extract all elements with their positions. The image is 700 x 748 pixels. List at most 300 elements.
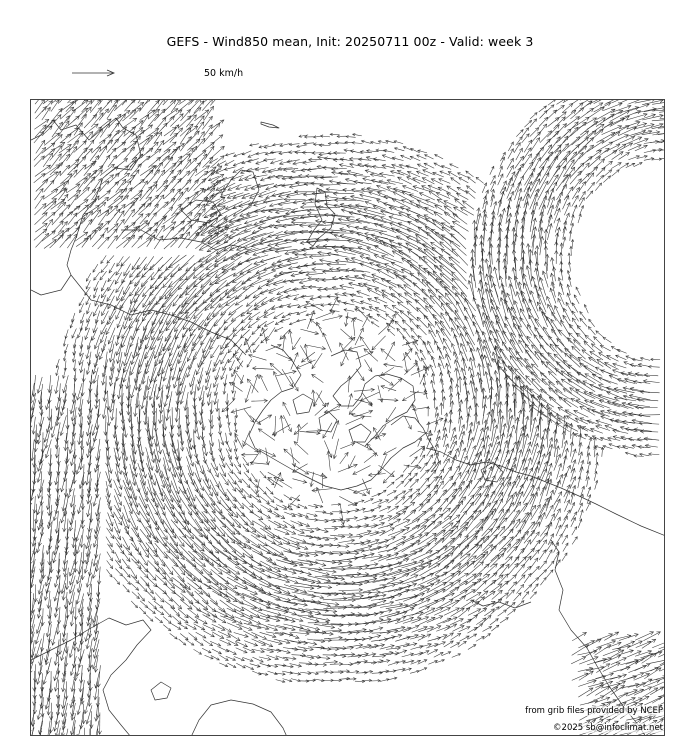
wind-vector — [360, 263, 378, 270]
wind-vector — [405, 416, 412, 429]
wind-vector-head — [435, 321, 439, 325]
wind-vector — [567, 373, 585, 385]
wind-vector-head — [440, 321, 444, 325]
wind-vector-head — [528, 148, 532, 152]
wind-vector — [276, 353, 292, 360]
wind-vector — [530, 113, 537, 119]
wind-vector — [131, 295, 139, 312]
wind-vector-head — [235, 350, 238, 354]
wind-vector — [204, 343, 212, 359]
wind-vector-head — [248, 324, 252, 327]
wind-vector-head — [563, 389, 567, 392]
wind-vector — [76, 178, 87, 193]
wind-vector — [264, 312, 275, 318]
wind-vector — [164, 127, 176, 136]
wind-vector — [94, 272, 100, 280]
wind-vector — [596, 142, 613, 151]
wind-vector-head — [555, 390, 559, 393]
wind-vector — [367, 289, 380, 296]
wind-vector — [44, 189, 58, 199]
wind-vector — [582, 350, 596, 361]
wind-vector — [296, 360, 315, 368]
wind-vector-head — [275, 322, 278, 325]
wind-vector — [113, 377, 117, 397]
wind-vector — [628, 104, 649, 111]
wind-vector — [178, 116, 191, 128]
wind-vector — [516, 137, 523, 146]
wind-vector-head — [220, 174, 224, 178]
wind-vector — [43, 153, 53, 167]
wind-vector — [539, 152, 553, 168]
wind-vector — [241, 168, 253, 173]
wind-vector-head — [558, 407, 562, 410]
wind-vector — [404, 285, 420, 295]
wind-vector-head — [412, 336, 415, 339]
wind-vector-head — [117, 263, 120, 267]
wind-vector — [408, 221, 428, 233]
wind-vector — [378, 320, 394, 334]
wind-vector-head — [121, 211, 125, 215]
wind-vector — [460, 377, 461, 393]
wind-vector — [72, 401, 75, 422]
wind-vector — [596, 175, 603, 183]
wind-vector — [586, 191, 593, 199]
wind-vector — [313, 144, 324, 145]
wind-vector — [452, 249, 468, 266]
wind-vector — [52, 188, 66, 199]
wind-vector — [370, 316, 379, 321]
wind-vector — [244, 409, 254, 422]
wind-vector — [410, 264, 427, 279]
wind-vector — [188, 188, 204, 199]
wind-vector-head — [599, 353, 603, 356]
wind-vector — [124, 209, 135, 224]
wind-vector — [476, 388, 477, 407]
wind-vector-head — [453, 221, 457, 224]
wind-vector-head — [289, 383, 292, 387]
coast-arctic-east — [331, 350, 375, 406]
wind-vector — [397, 328, 404, 336]
wind-vector — [187, 359, 194, 377]
wind-vector-head — [548, 408, 552, 411]
wind-vector — [246, 296, 259, 307]
wind-vector — [258, 280, 274, 289]
wind-vector — [199, 313, 211, 330]
wind-vector — [178, 221, 191, 232]
wind-vector-head — [585, 374, 589, 377]
wind-vector — [340, 329, 352, 340]
wind-vector — [163, 207, 173, 217]
wind-vector — [585, 400, 604, 407]
wind-vector — [231, 224, 253, 232]
wind-vector — [407, 172, 420, 177]
wind-vector — [224, 319, 236, 330]
wind-vector — [404, 353, 407, 372]
wind-vector — [195, 116, 204, 127]
wind-vector — [171, 208, 182, 223]
wind-vector — [514, 392, 515, 416]
wind-vector — [554, 158, 567, 175]
wind-vector — [76, 238, 88, 246]
wind-vector — [98, 146, 107, 160]
wind-vector — [188, 100, 202, 105]
wind-vector-head — [369, 368, 372, 372]
wind-vector — [266, 327, 275, 341]
wind-vector — [148, 368, 156, 390]
wind-vector — [245, 239, 267, 249]
wind-vector-head — [537, 397, 541, 400]
wind-vector — [205, 295, 220, 311]
wind-vector — [254, 217, 276, 225]
wind-vector — [234, 337, 242, 347]
wind-vector — [302, 352, 315, 362]
wind-vector — [398, 294, 412, 303]
wind-vector-head — [536, 138, 540, 142]
wind-vector — [310, 319, 322, 329]
wind-vector — [540, 111, 548, 119]
wind-vector — [35, 100, 45, 113]
wind-vector — [399, 250, 418, 263]
wind-vector — [293, 239, 316, 241]
wind-vector — [446, 303, 459, 320]
wind-vector — [171, 234, 184, 247]
wind-vector-head — [431, 229, 435, 232]
wind-vector — [459, 178, 469, 183]
wind-vector — [76, 148, 87, 161]
wind-vector — [226, 273, 244, 287]
wind-vector — [163, 295, 179, 313]
wind-vector-head — [557, 166, 560, 170]
wind-vector — [224, 209, 241, 219]
wind-vector — [372, 336, 386, 350]
wind-vector-head — [572, 318, 576, 322]
wind-vector-head — [570, 187, 574, 191]
wind-vector — [253, 175, 268, 178]
wind-vector — [491, 244, 492, 265]
wind-vector — [514, 143, 520, 153]
wind-vector — [50, 146, 63, 161]
wind-vector — [507, 183, 514, 198]
wind-vector — [101, 264, 108, 272]
wind-vector-head — [132, 266, 136, 270]
wind-vector-head — [160, 236, 164, 240]
wind-vector — [228, 184, 242, 190]
wind-vector — [351, 196, 372, 200]
wind-vector — [36, 140, 45, 153]
wind-vector-head — [597, 359, 601, 363]
wind-vector — [564, 187, 573, 200]
wind-vector — [130, 265, 140, 277]
wind-vector — [377, 314, 386, 320]
wind-vector — [497, 393, 498, 416]
wind-vector — [417, 308, 429, 320]
wind-vector — [115, 196, 129, 207]
wind-vector — [167, 367, 173, 389]
wind-vector — [530, 189, 539, 210]
wind-vector — [43, 149, 55, 160]
wind-vector — [156, 118, 166, 129]
wind-vector — [116, 148, 126, 158]
wind-vector — [349, 213, 372, 217]
wind-vector — [146, 327, 154, 349]
wind-vector — [275, 319, 284, 325]
wind-vector — [595, 122, 613, 135]
wind-vector — [476, 177, 484, 183]
wind-vector — [584, 392, 604, 401]
wind-vector — [557, 339, 571, 354]
wind-vector — [434, 163, 443, 168]
wind-vector-head — [517, 143, 520, 147]
wind-vector — [178, 154, 191, 167]
wind-vector — [50, 162, 63, 175]
wind-vector — [418, 336, 426, 346]
wind-vector — [444, 213, 459, 223]
wind-vector-head — [561, 320, 564, 324]
wind-vector — [589, 319, 595, 327]
wind-vector-head — [619, 152, 623, 156]
wind-vector-head — [106, 155, 110, 159]
wind-vector — [283, 415, 291, 432]
wind-vector — [268, 233, 292, 236]
wind-vector — [139, 197, 152, 209]
wind-vector — [340, 286, 354, 289]
wind-vector — [231, 248, 252, 259]
wind-vector — [323, 222, 347, 225]
wind-vector-head — [589, 100, 593, 101]
wind-vector — [595, 183, 601, 191]
wind-vector — [107, 105, 117, 119]
wind-vector — [548, 100, 556, 105]
wind-vector — [516, 148, 523, 160]
legend-arrow-icon — [70, 64, 120, 84]
wind-vector — [92, 234, 104, 247]
wind-vector — [210, 100, 219, 105]
wind-vector-head — [383, 243, 387, 246]
wind-vector — [441, 403, 442, 415]
wind-vector — [534, 335, 547, 353]
wind-vector-head — [561, 379, 565, 382]
wind-vector — [530, 153, 540, 170]
wind-vector — [388, 329, 395, 336]
wind-vector — [101, 255, 106, 263]
wind-vector — [522, 134, 530, 143]
wind-vector-head — [403, 397, 407, 400]
wind-vector — [123, 415, 126, 437]
wind-vector — [346, 312, 348, 326]
wind-vector — [306, 301, 323, 310]
wind-vector-head — [221, 206, 225, 210]
wind-vector-head — [571, 160, 574, 164]
wind-vector — [179, 281, 196, 298]
wind-vector — [356, 369, 364, 381]
wind-vector — [451, 226, 466, 240]
wind-vector-head — [221, 351, 224, 355]
wind-vector-head — [185, 348, 188, 352]
wind-vector — [233, 207, 251, 217]
wind-vector-head — [389, 382, 393, 385]
wind-vector — [460, 351, 467, 368]
wind-vector — [107, 255, 114, 263]
wind-vector — [100, 344, 107, 360]
wind-vector — [413, 407, 428, 409]
wind-vector-head — [208, 241, 212, 244]
wind-vector-head — [158, 337, 162, 341]
wind-vector — [278, 263, 298, 267]
wind-vector-head — [437, 200, 441, 203]
wind-vector — [164, 198, 175, 208]
wind-vector — [450, 241, 467, 256]
wind-vector — [596, 331, 604, 337]
wind-vector — [312, 374, 324, 382]
wind-vector — [386, 407, 396, 422]
wind-vector — [337, 183, 356, 184]
wind-vector — [261, 297, 274, 304]
wind-vector — [152, 416, 154, 440]
wind-vector — [594, 337, 602, 345]
wind-vector — [146, 142, 158, 153]
map-title: GEFS - Wind850 mean, Init: 20250711 00z - Valid: week 3 — [166, 34, 534, 49]
wind-vector-head — [133, 118, 137, 122]
wind-vector — [266, 345, 282, 351]
wind-vector — [440, 321, 450, 336]
wind-vector — [119, 377, 122, 398]
wind-vector-head — [95, 156, 99, 160]
wind-vector — [283, 402, 290, 416]
wind-vector — [233, 321, 243, 332]
wind-vector — [143, 361, 148, 384]
wind-vector — [75, 370, 76, 382]
wind-vector — [467, 186, 476, 193]
wind-vector — [188, 180, 198, 192]
wind-vector-head — [45, 119, 49, 123]
wind-vector-head — [563, 315, 567, 319]
wind-vector — [67, 184, 80, 193]
wind-vector — [155, 140, 164, 152]
wind-vector — [185, 392, 188, 411]
wind-vector — [248, 320, 258, 327]
wind-vector — [429, 191, 443, 200]
wind-vector — [417, 325, 427, 335]
wind-vector — [554, 144, 568, 161]
wind-vector — [156, 408, 157, 432]
wind-vector — [258, 271, 276, 279]
wind-vector — [395, 321, 403, 329]
wind-vector — [291, 222, 315, 223]
wind-vector — [530, 260, 531, 281]
wind-vector-head — [129, 317, 133, 321]
wind-vector — [187, 204, 201, 214]
wind-vector — [558, 407, 571, 415]
wind-vector — [555, 390, 570, 400]
wind-vector — [648, 367, 659, 368]
coast-asia-east — [426, 448, 665, 536]
wind-vector — [252, 337, 259, 345]
wind-vector — [572, 303, 578, 313]
wind-vector — [122, 227, 137, 239]
wind-vector — [537, 246, 538, 266]
wind-vector — [42, 212, 55, 223]
wind-vector — [570, 171, 581, 184]
wind-vector-head — [292, 346, 296, 350]
wind-vector — [264, 306, 275, 314]
wind-vector-head — [381, 372, 385, 376]
wind-vector — [591, 344, 602, 352]
wind-vector-head — [520, 164, 524, 168]
wind-vector — [100, 155, 109, 169]
wind-arrows — [31, 100, 665, 736]
wind-vector — [435, 155, 443, 159]
coast-black-sea — [181, 200, 221, 223]
wind-vector-head — [611, 346, 614, 349]
wind-vector — [44, 240, 56, 249]
wind-vector-head — [603, 337, 606, 340]
wind-vector — [316, 312, 335, 319]
wind-vector — [407, 301, 419, 312]
wind-vector-head — [76, 184, 80, 188]
wind-vector — [354, 390, 374, 392]
wind-vector — [527, 336, 541, 352]
wind-vector-head — [384, 305, 388, 308]
wind-vector — [620, 122, 640, 129]
wind-vector — [398, 302, 410, 311]
wind-vector — [406, 209, 425, 217]
wind-vector — [473, 264, 476, 288]
wind-vector-head — [561, 105, 565, 108]
wind-vector-head — [243, 286, 247, 289]
wind-vector — [547, 110, 556, 119]
wind-vector — [210, 180, 221, 191]
wind-vector — [140, 213, 149, 224]
wind-vector — [247, 207, 266, 216]
wind-vector-head — [151, 110, 155, 114]
wind-vector — [60, 174, 72, 185]
wind-vector — [577, 333, 588, 343]
wind-vector — [217, 327, 228, 339]
wind-vector-head — [98, 179, 102, 183]
wind-vector — [611, 163, 621, 169]
wind-vector-head — [398, 294, 402, 298]
wind-vector-head — [600, 141, 604, 145]
wind-vector-head — [386, 418, 390, 422]
wind-vector — [108, 391, 109, 410]
wind-vector — [178, 273, 195, 290]
wind-vector — [185, 288, 203, 304]
wind-vector-head — [116, 289, 120, 293]
wind-vector — [98, 399, 99, 417]
wind-vector — [108, 272, 116, 282]
wind-vector — [120, 295, 130, 309]
wind-vector — [130, 226, 140, 239]
wind-vector — [35, 213, 48, 225]
wind-vector-head — [444, 213, 448, 216]
wind-vector — [143, 281, 157, 296]
wind-map — [31, 100, 665, 736]
wind-vector — [132, 343, 138, 365]
wind-vector — [251, 401, 267, 402]
wind-vector — [90, 196, 99, 208]
wind-vector — [42, 101, 53, 112]
wind-vector — [557, 185, 567, 200]
map-panel[interactable] — [30, 99, 665, 736]
wind-vector — [461, 208, 474, 216]
wind-vector — [66, 128, 79, 137]
wind-vector — [626, 137, 641, 144]
wind-vector-head — [447, 186, 451, 189]
wind-vector-head — [235, 302, 239, 305]
wind-vector — [67, 109, 76, 121]
wind-vector — [199, 321, 210, 338]
wind-vector — [211, 227, 229, 240]
